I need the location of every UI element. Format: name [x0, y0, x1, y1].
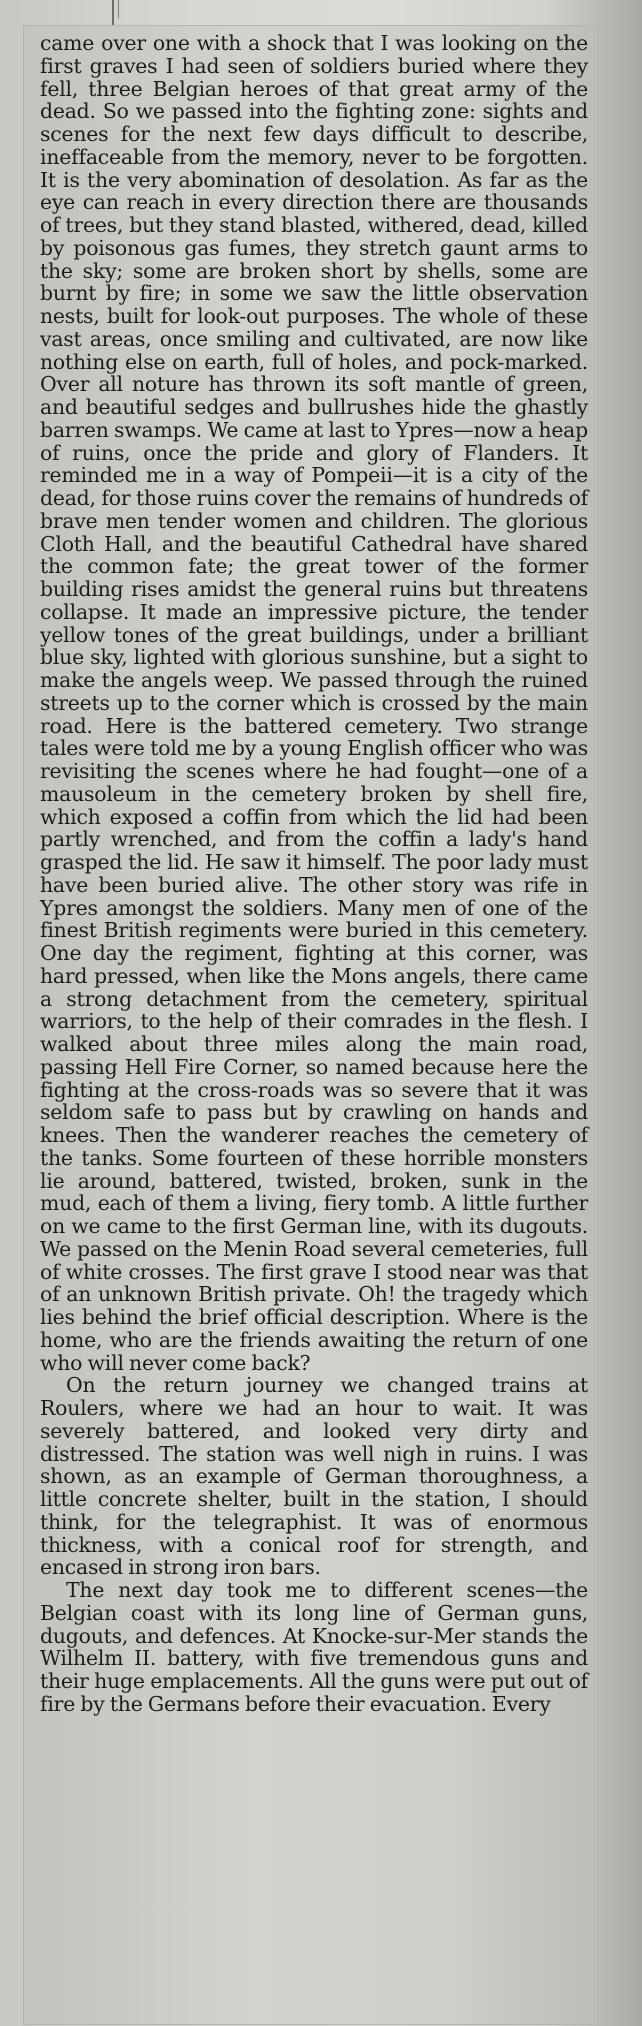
article-paragraph-1: came over one with a shock that I was looking on the first graves I had seen of soldiers buried where they fell, three Belgian heroes of that great army of the dead. So we passed into the fighting zone: sights and scenes for the next few days difficult to describe, ineffaceable from the memory, never to be forgotten. It is the very abomination of desolation. As far as the eye can reach in every direction there are thousands of trees, but they stand blasted, withered, dead, killed by poisonous gas fumes, they stretch gaunt arms to the sky; some are broken short by shells, some are burnt by fire; in some we saw the little observation nests, built for look-out purposes. The whole of these vast areas, once smiling and cultivated, are now like nothing else on earth, full of holes, and pock-marked. Over all noture has thrown its soft mantle of green, and beautiful sedges and bullrushes hide the ghastly barren swamps. We came at last to Ypres—now a heap of ruins, once the pride and glory of Flanders. It reminded me in a way of Pompeii—it is a city of the dead, for those ruins cover the remains of hundreds of brave men tender women and children. The glorious Cloth Hall, and the beautiful Cathedral have shared the common fate; the great tower of the former building rises amidst the general ruins but threatens collapse. It made an impressive picture, the tender yellow tones of the great buildings, under a brilliant blue sky, lighted with glorious sunshine, but a sight to make the angels weep. We passed through the ruined streets up to the corner which is crossed by the main road. Here is the battered cemetery. Two strange tales were told me by a young English officer who was revisiting the scenes where he had fought—one of a mausoleum in the cemetery broken by shell fire, which exposed a coffin from which the lid had been partly wrenched, and from the coffin a lady's hand grasped the lid. He saw it himself. The poor lady must have been buried alive. The other story was rife in Ypres amongst the soldiers. Many men of one of the finest British regiments were buried in this cemetery. One day the regiment, fighting at this corner, was hard pressed, when like the Mons angels, there came a strong detachment from the cemetery, spiritual warriors, to the help of their comrades in the flesh. I walked about three miles along the main road, passing Hell Fire Corner, so named because here the fighting at the cross-roads was so severe that it was seldom safe to pass but by crawling on hands and knees. Then the wanderer reaches the cemetery of the tanks. Some fourteen of these horrible monsters lie around, battered, twisted, broken, sunk in the mud, each of them a living, fiery tomb. A little further on we came to the first German line, with its dugouts. We passed on the Menin Road several cemeteries, full of white crosses. The first grave I stood near was that of an unknown British private. Oh! the tragedy which lies behind the brief official description. Where is the home, who are the friends awaiting the return of one who will never come back? — [40, 31, 588, 1375]
page-fold-mark-secondary — [118, 0, 119, 18]
newspaper-clipping — [24, 26, 598, 2024]
article-paragraph-2: On the return journey we changed trains at Roulers, where we had an hour to wait. It was severely battered, and looked very dirty and distressed. The station was well nigh in ruins. I was shown, as an example of German thoroughness, a little concrete shelter, built in the station, I should think, for the telegraphist. It was of enormous thickness, with a conical roof for strength, and encased in strong iron bars. — [40, 1373, 588, 1580]
article-paragraph-3: The next day took me to different scenes—the Belgian coast with its long line of German guns, dugouts, and defences. At Knocke-sur-Mer stands the Wilhelm II. battery, with five tremendous guns and their huge emplacements. All the guns were put out of fire by the Germans before their evacuation. Every — [40, 1578, 588, 1716]
page-fold-mark — [112, 0, 114, 26]
article-column — [40, 32, 588, 1716]
